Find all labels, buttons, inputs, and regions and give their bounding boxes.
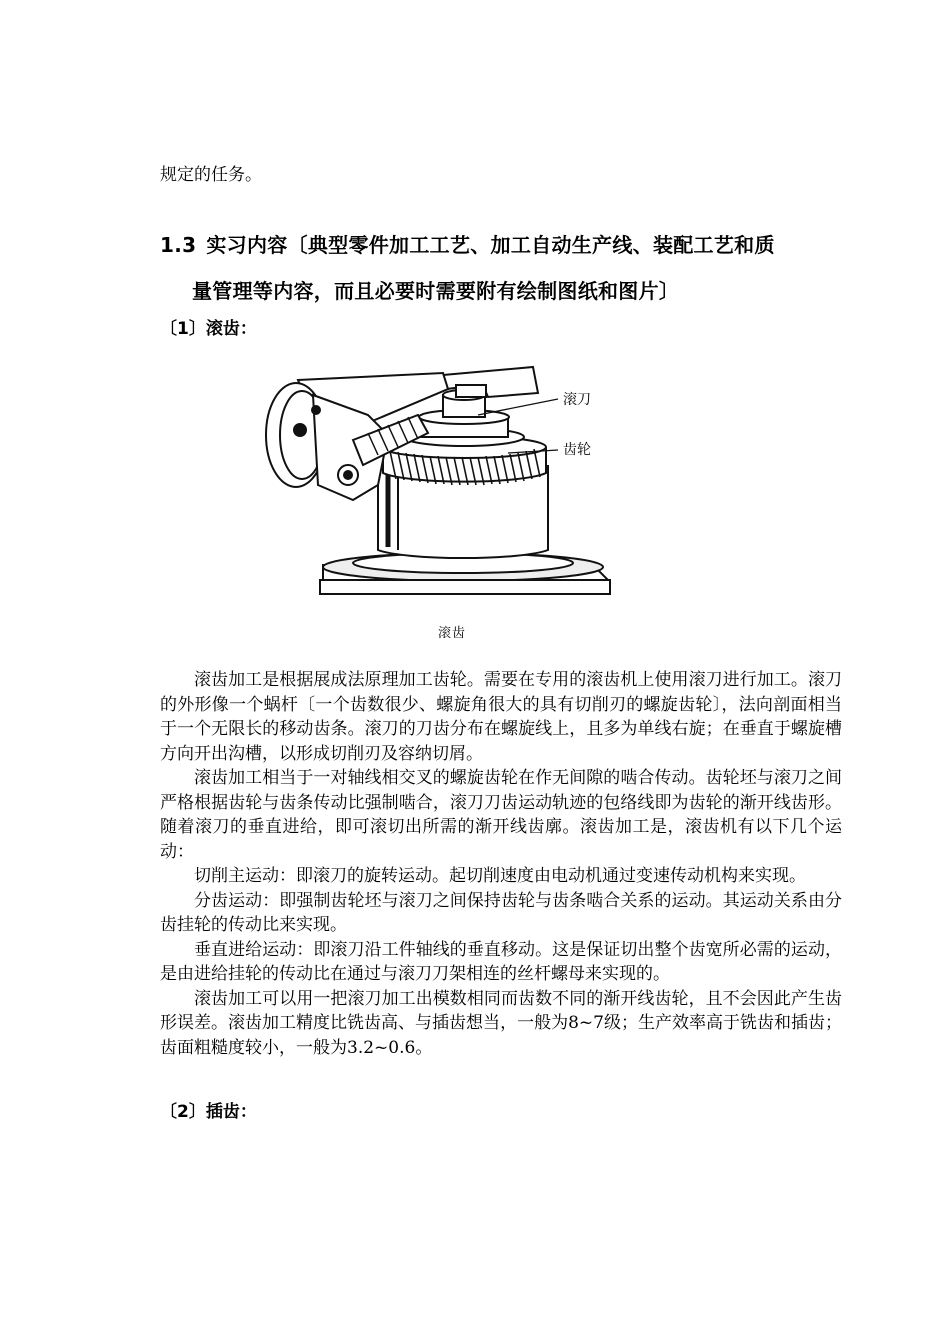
hobbing-machine-figure: [258, 355, 618, 645]
figure-label-gear: 齿轮: [563, 442, 591, 458]
paragraph: 垂直进给运动：即滚刀沿工件轴线的垂直移动。这是保证切出整个齿宽所必需的运动，是由进给挂轮的传动比在通过与滚刀刀架相连的丝杆螺母来实现的。: [160, 939, 842, 984]
figure-caption: 滚齿: [438, 626, 467, 641]
paragraph: 滚齿加工是根据展成法原理加工齿轮。需要在专用的滚齿机上使用滚刀进行加工。滚刀的外形像一个蜗杆〔一个齿数很少、螺旋角很大的具有切削刃的螺旋齿轮〕，法向剖面相当于一个无限长的移动齿条。滚刀的刀齿分布在螺旋线上，且多为单线右旋；在垂直于螺旋槽方向开出沟槽，以形成切削刃及容纳切屑。: [160, 670, 842, 764]
continued-text-line: 规定的任务。: [160, 165, 262, 185]
section-heading: [160, 222, 850, 314]
section-number: 1.3: [160, 233, 197, 257]
subsection-heading-shaping: 〔2〕插齿：: [160, 1102, 257, 1122]
paragraph: 切削主运动：即滚刀的旋转运动。起切削速度由电动机通过变速传动机构来实现。: [194, 866, 806, 886]
section-title-line2: 量管理等内容，而且必要时需要附有绘制图纸和图片〕: [192, 279, 680, 303]
paragraph: 分齿运动：即强制齿轮坯与滚刀之间保持齿轮与齿条啮合关系的运动。其运动关系由分齿挂轮的传动比来实现。: [160, 890, 842, 935]
paragraph: 滚齿加工可以用一把滚刀加工出模数相同而齿数不同的渐开线齿轮，且不会因此产生齿形误差。滚齿加工精度比铣齿高、与插齿想当，一般为8~7级；生产效率高于铣齿和插齿；齿面粗糙度较小，一般为3.2~0.6。: [160, 988, 842, 1058]
figure-label-hob: 滚刀: [563, 392, 591, 408]
paragraph: 滚齿加工相当于一对轴线相交叉的螺旋齿轮在作无间隙的啮合传动。齿轮坯与滚刀之间严格根据齿轮与齿条传动比强制啮合，滚刀刀齿运动轨迹的包络线即为齿轮的渐开线齿形。随着滚刀的垂直进给，即可滚切出所需的渐开线齿廓。滚齿加工是，滚齿机有以下几个运动：: [160, 768, 842, 862]
body-text: [160, 668, 842, 1060]
section-title-line1: 实习内容〔典型零件加工工艺、加工自动生产线、装配工艺和质: [206, 233, 775, 257]
hob-leader-line: [478, 399, 558, 415]
subsection-heading-hobbing: 〔1〕滚齿：: [160, 319, 257, 339]
